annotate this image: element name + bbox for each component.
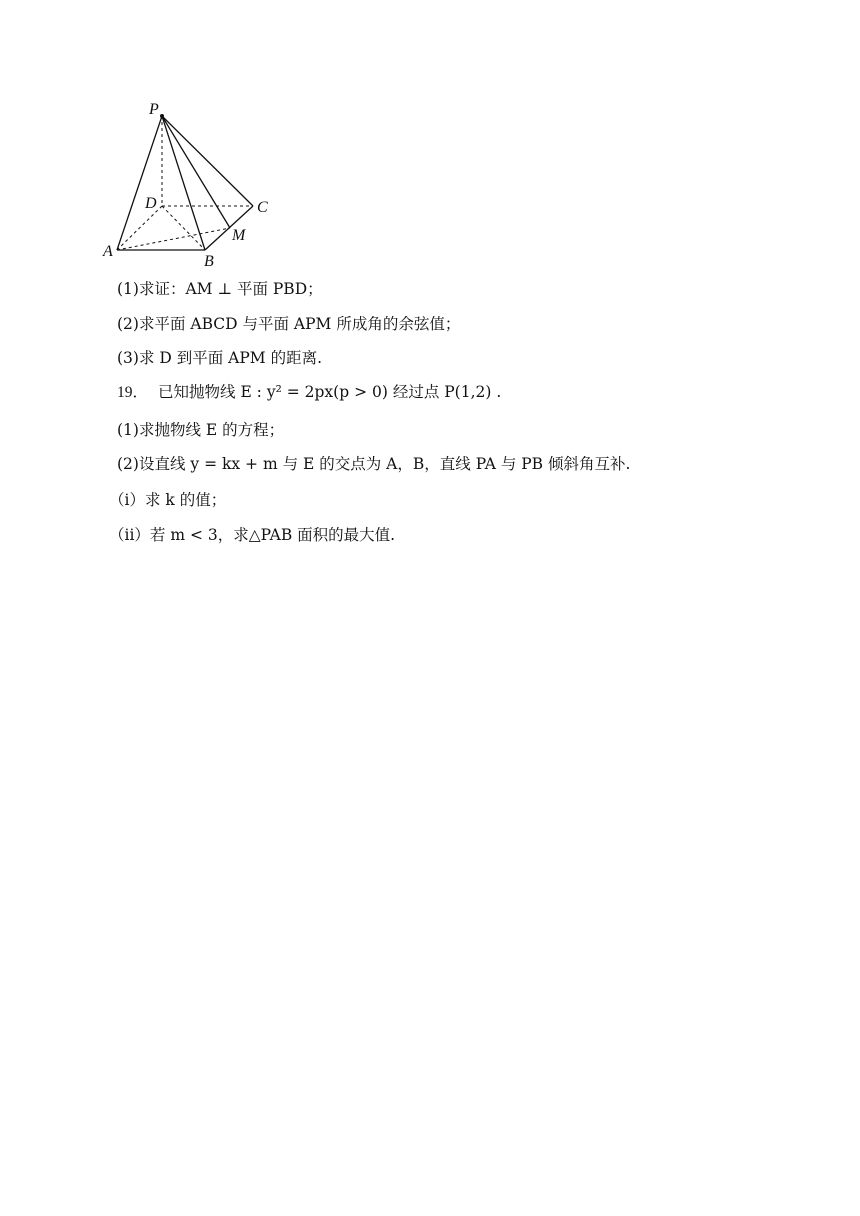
- edge-PC: [162, 116, 253, 206]
- q19-stem-line: [117, 382, 501, 403]
- label-C: C: [257, 199, 268, 216]
- label-M: M: [232, 227, 246, 244]
- q18-part1: (1)求证：AM ⊥ 平面 PBD；: [117, 280, 323, 298]
- q18-part3: (3)求 D 到平面 APM 的距离.: [117, 349, 323, 367]
- q18-part2: (2)求平面 ABCD 与平面 APM 所成角的余弦值；: [117, 315, 461, 333]
- q19-sub1: （i）求 k 的值；: [109, 491, 227, 509]
- q19-part1: (1)求抛物线 E 的方程；: [117, 421, 285, 439]
- edge-AM: [117, 228, 230, 250]
- q19-number: 19．: [117, 384, 149, 401]
- apex-dot: [160, 114, 164, 118]
- pyramid-diagram: [100, 96, 290, 276]
- label-P: P: [149, 101, 159, 118]
- label-B: B: [204, 253, 214, 270]
- label-A: A: [103, 243, 113, 260]
- pyramid-figure: [100, 96, 290, 276]
- q19-stem: 已知抛物线 E : y² = 2px(p > 0) 经过点 P(1,2) .: [158, 383, 502, 401]
- q19-part2: (2)设直线 y = kx + m 与 E 的交点为 A，B，直线 PA 与 PB 倾斜角互补.: [117, 455, 631, 473]
- label-D: D: [145, 195, 157, 212]
- edge-PB: [162, 116, 205, 250]
- q19-sub2: （ii）若 m < 3，求△PAB 面积的最大值.: [109, 526, 396, 544]
- edge-PM: [162, 116, 230, 228]
- edge-PA: [117, 116, 162, 250]
